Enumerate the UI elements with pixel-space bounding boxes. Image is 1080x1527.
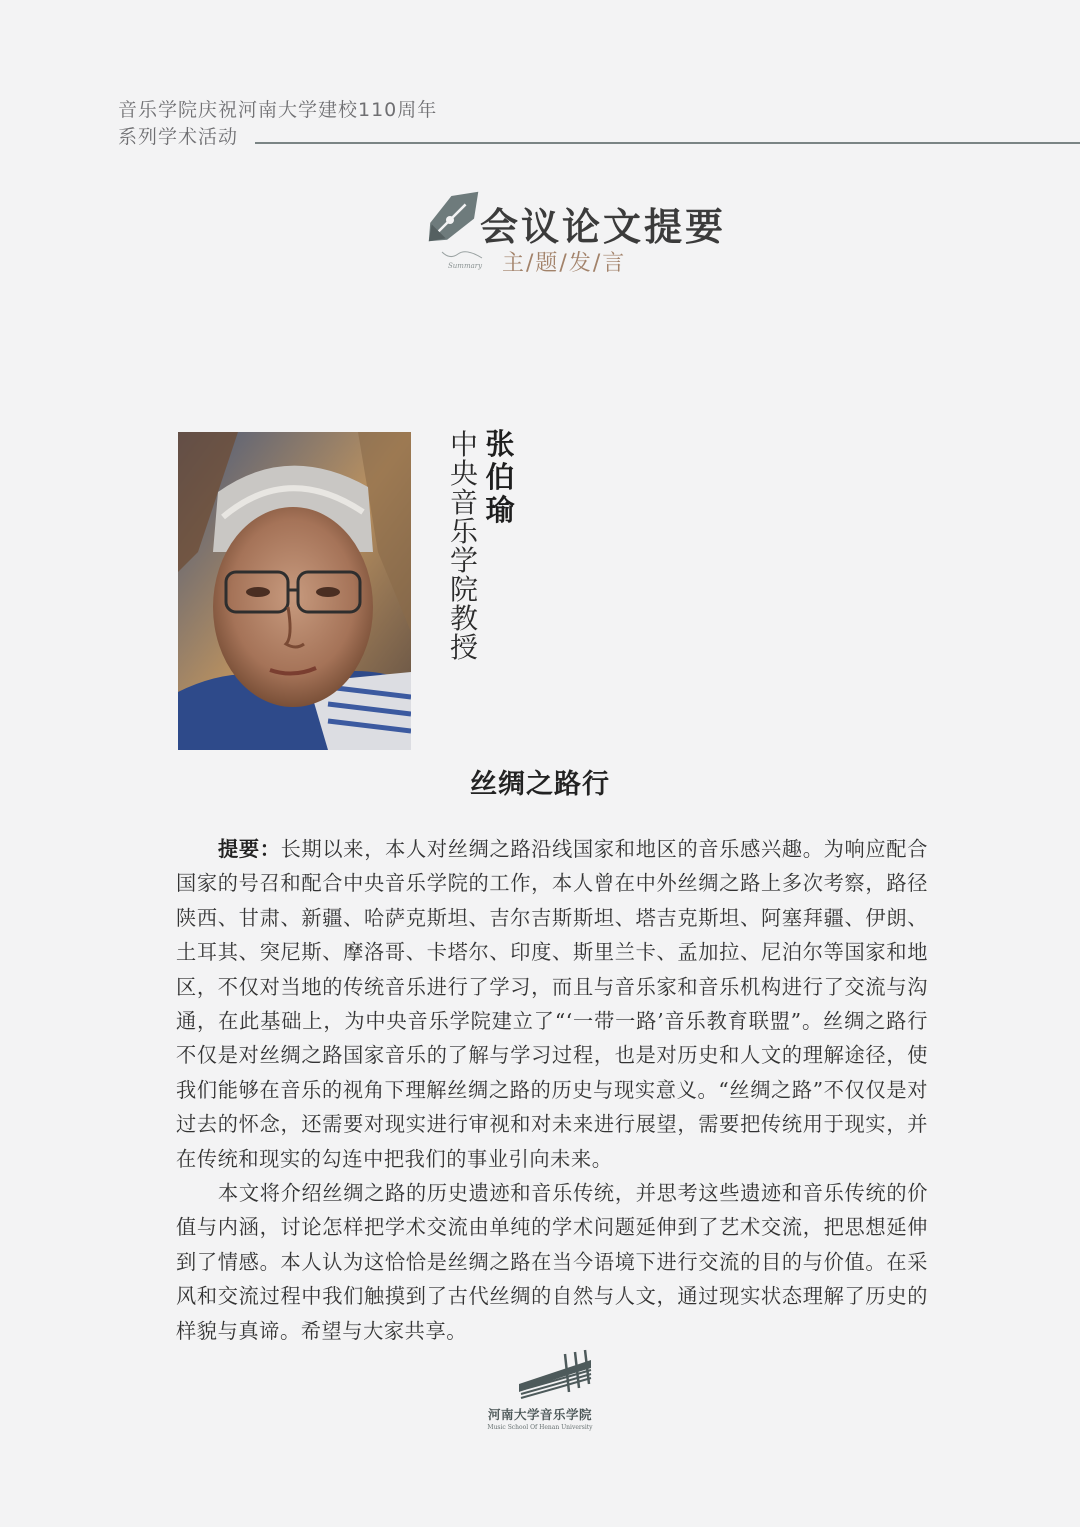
section-title: 会议论文提要: [480, 204, 727, 249]
abstract-text-2: 本文将介绍丝绸之路的历史遗迹和音乐传统，并思考这些遗迹和音乐传统的价值与内涵，讨论怎样把学术交流由单纯的学术问题延伸到了艺术交流，把思想延伸到了情感。本人认为这恰恰是丝绸之路在当今语境下进行交流的目的与价值。在采风和交流过程中我们触摸到了古代丝绸的自然与人文，通过现实状态理解了历史的样貌与真谛。希望与大家共享。: [176, 1181, 928, 1343]
logo-name-cn: 河南大学音乐学院: [487, 1407, 592, 1422]
paper-title: 丝绸之路行: [470, 769, 610, 800]
abstract-paragraph: [176, 1176, 928, 1348]
abstract-paragraph: [176, 832, 928, 1176]
abstract-label: 提要：: [218, 837, 281, 861]
speaker-photo: [178, 432, 411, 750]
abstract-body: [176, 832, 928, 1348]
header-title-line2: 系列学术活动: [118, 126, 239, 148]
speaker-affiliation: 中央音乐学院教授: [449, 428, 478, 664]
header-divider: [255, 142, 1080, 144]
speaker-name: 张伯瑜: [485, 427, 515, 527]
pen-signature: Summary: [448, 262, 483, 270]
logo-name-en: Music School Of Henan University: [487, 1424, 593, 1431]
header-title-line1: 音乐学院庆祝河南大学建校110周年: [118, 99, 438, 121]
section-subtitle: 主/题/发/言: [502, 251, 627, 276]
abstract-text-1: 长期以来，本人对丝绸之路沿线国家和地区的音乐感兴趣。为响应配合国家的号召和配合中央音乐学院的工作，本人曾在中外丝绸之路上多次考察，路径陕西、甘肃、新疆、哈萨克斯坦、吉尔吉斯斯坦、塔吉克斯坦、阿塞拜疆、伊朗、土耳其、突尼斯、摩洛哥、卡塔尔、印度、斯里兰卡、孟加拉、尼泊尔等国家和地区，不仅对当地的传统音乐进行了学习，而且与音乐家和音乐机构进行了交流与沟通，在此基础上，为中央音乐学院建立了“‘一带一路’音乐教育联盟”。丝绸之路行不仅是对丝绸之路国家音乐的了解与学习过程，也是对历史和人文的理解途径，使我们能够在音乐的视角下理解丝绸之路的历史与现实意义。“丝绸之路”不仅仅是对过去的怀念，还需要对现实进行审视和对未来进行展望，需要把传统用于现实，并在传统和现实的勾连中把我们的事业引向未来。: [176, 837, 928, 1171]
